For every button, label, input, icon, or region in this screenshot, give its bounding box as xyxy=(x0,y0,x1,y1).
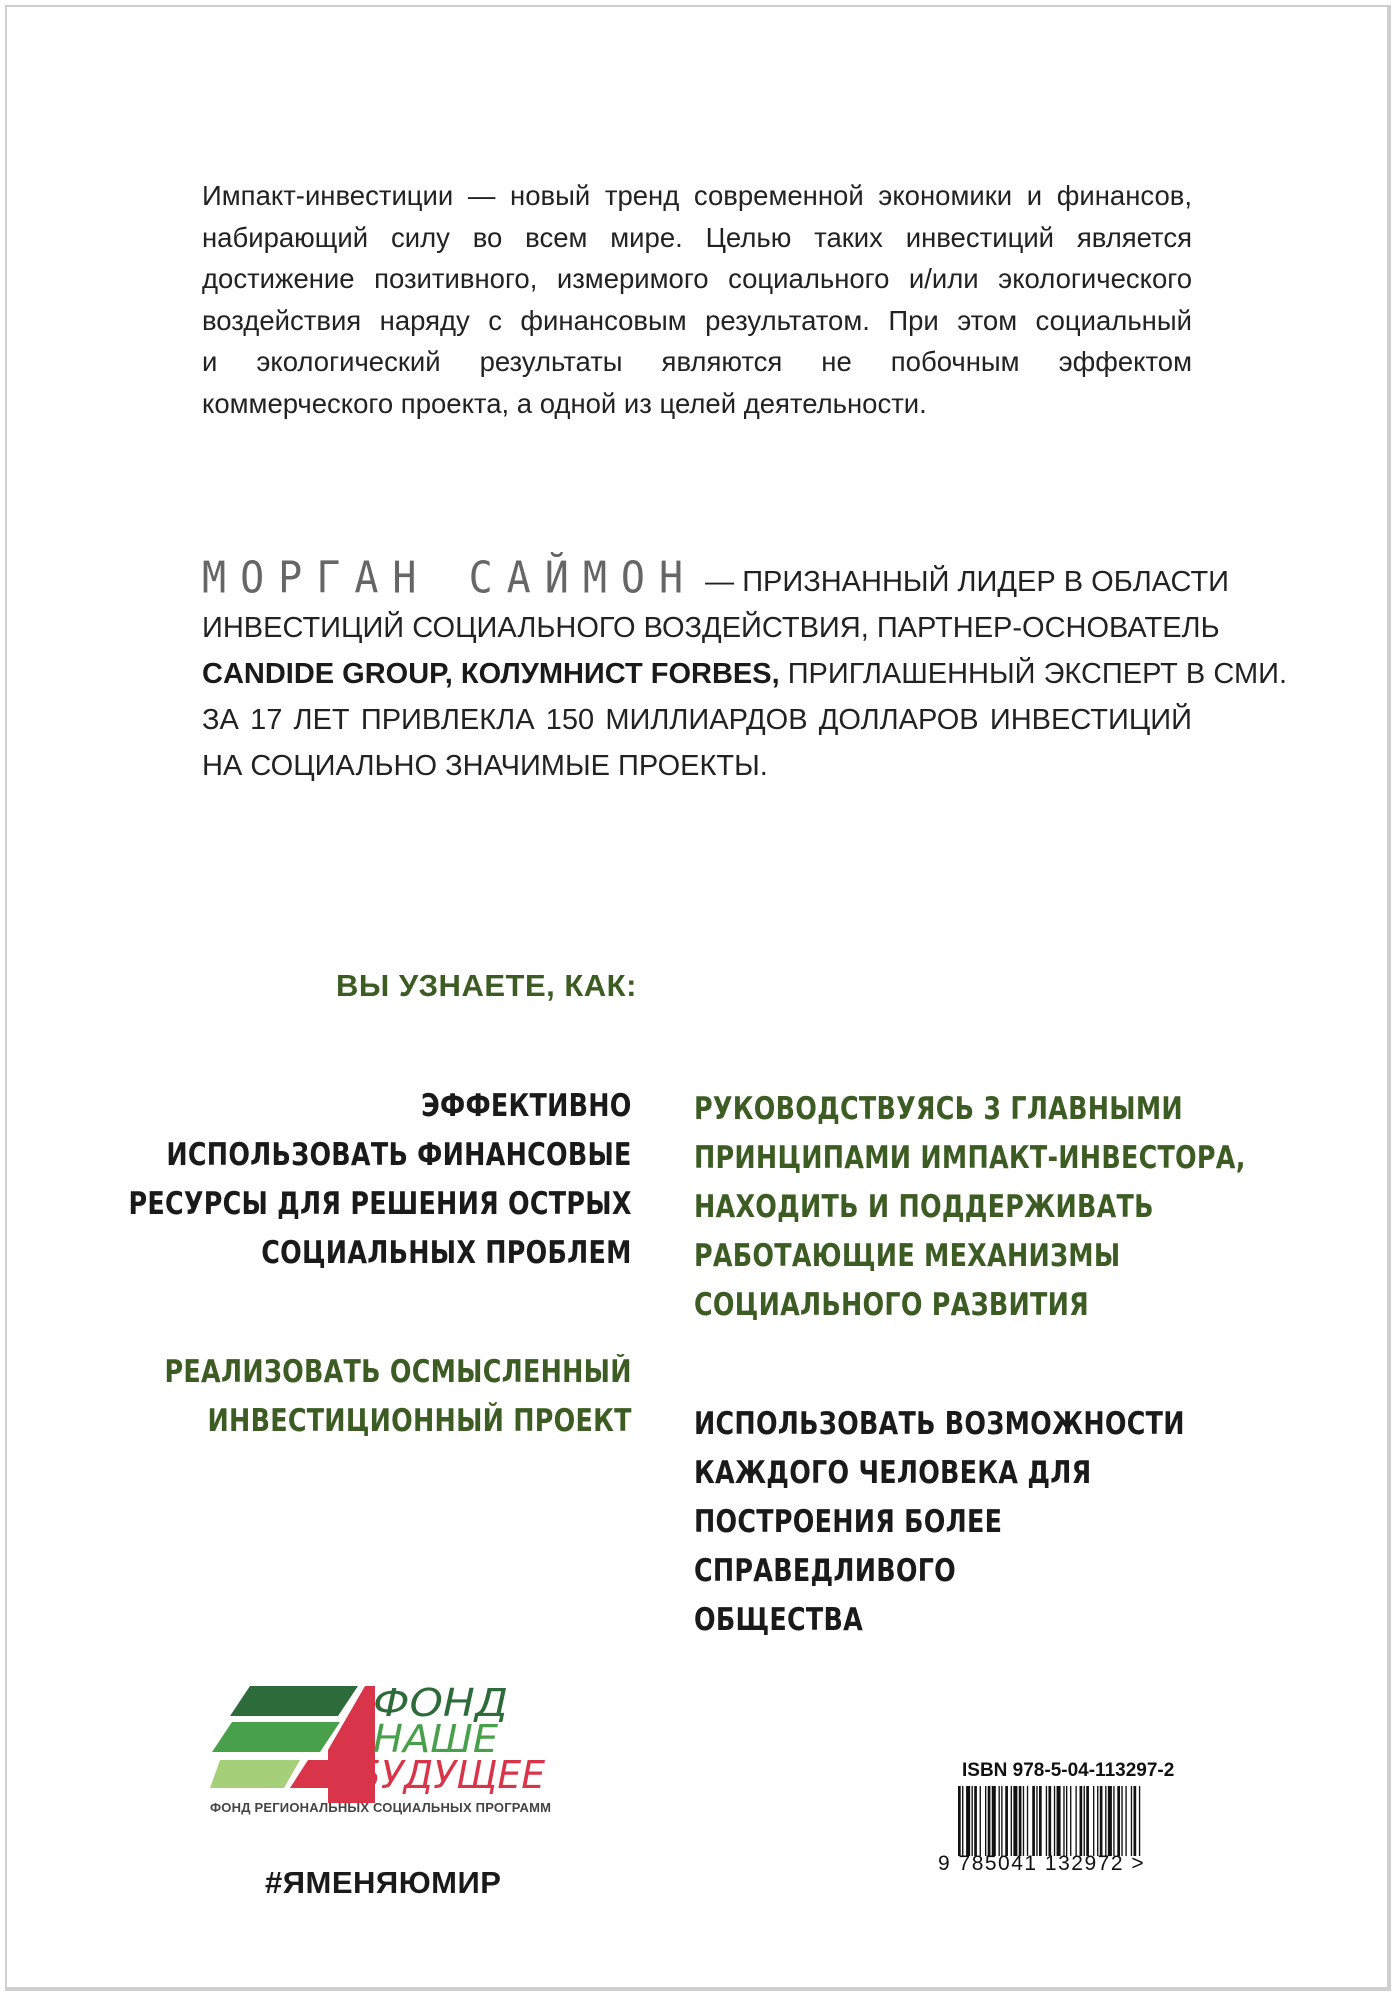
learn-point-line: ИСПОЛЬЗОВАТЬ ВОЗМОЖНОСТИ xyxy=(694,1406,1185,1442)
barcode-bar xyxy=(1019,1786,1022,1856)
barcode-bar xyxy=(988,1786,991,1856)
author-bio-line: ЗА 17 ЛЕТ ПРИВЛЕКЛА 150 МИЛЛИАРДОВ ДОЛЛАРОВ ИНВЕСТИЦИЙ xyxy=(202,704,1192,736)
barcode-bar xyxy=(966,1786,970,1856)
barcode-bar xyxy=(985,1786,986,1856)
barcode-bar xyxy=(962,1786,963,1856)
barcode-bar xyxy=(1027,1786,1028,1856)
learn-point-line: КАЖДОГО ЧЕЛОВЕКА ДЛЯ xyxy=(694,1455,1092,1491)
intro-line: Импакт-инвестиции — новый тренд современной экономики и финансов, xyxy=(202,180,1192,211)
barcode-bar xyxy=(1108,1786,1112,1856)
barcode-bar xyxy=(1013,1786,1017,1856)
barcode-bar xyxy=(992,1786,996,1856)
logo-stripe-light xyxy=(210,1760,300,1788)
barcode-bar xyxy=(1005,1786,1008,1856)
barcode-bar xyxy=(1080,1786,1083,1856)
barcode-bar xyxy=(972,1786,973,1856)
learn-point-line: РУКОВОДСТВУЯСЬ 3 ГЛАВНЫМИ xyxy=(694,1091,1183,1127)
barcode-bar xyxy=(1125,1786,1126,1856)
intro-line: достижение позитивного, измеримого социального и/или экологического xyxy=(202,263,1192,294)
barcode-bar xyxy=(1131,1786,1132,1856)
author-bio-text: ПРИГЛАШЕННЫЙ ЭКСПЕРТ В СМИ. xyxy=(779,658,1288,690)
logo-text-line1: ФОНД xyxy=(373,1681,508,1725)
barcode-bar xyxy=(1121,1786,1122,1856)
logo-text-line3: БУДУЩЕЕ xyxy=(355,1753,545,1797)
learn-point-finance xyxy=(129,1082,632,1278)
barcode-bar xyxy=(974,1786,977,1856)
fund-subtitle: ФОНД РЕГИОНАЛЬНЫХ СОЦИАЛЬНЫХ ПРОГРАММ xyxy=(210,1800,552,1815)
barcode-bar xyxy=(1063,1786,1064,1856)
learn-point-line: ОБЩЕСТВА xyxy=(694,1602,864,1638)
barcode-bar xyxy=(1075,1786,1076,1856)
barcode-bar xyxy=(1036,1786,1037,1856)
author-bio-line xyxy=(202,651,1288,697)
logo-stripe-dark xyxy=(230,1686,358,1716)
author-bio-line: ИНВЕСТИЦИЙ СОЦИАЛЬНОГО ВОЗДЕЙСТВИЯ, ПАРТНЕР-ОСНОВАТЕЛЬ xyxy=(202,612,1220,644)
barcode-bar xyxy=(1070,1786,1071,1856)
barcode-bar xyxy=(1100,1786,1103,1856)
learn-point-line: ЭФФЕКТИВНО xyxy=(421,1088,632,1124)
intro-line: коммерческого проекта, а одной из целей деятельности. xyxy=(202,387,927,419)
barcode-bar xyxy=(1066,1786,1067,1856)
barcode-bar xyxy=(958,1786,961,1856)
barcode-bar xyxy=(1113,1786,1114,1856)
barcode-bar xyxy=(1032,1786,1035,1856)
learn-point-line: СОЦИАЛЬНЫХ ПРОБЛЕМ xyxy=(261,1235,632,1271)
learn-point-line: НАХОДИТЬ И ПОДДЕРЖИВАТЬ xyxy=(694,1189,1154,1225)
barcode-bar xyxy=(1097,1786,1098,1856)
logo-text-line2: НАШЕ xyxy=(373,1717,498,1761)
barcode-bar xyxy=(999,1786,1000,1856)
learn-point-line: ПРИНЦИПАМИ ИМПАКТ-ИНВЕСТОРА, xyxy=(694,1140,1246,1176)
author-bio xyxy=(202,552,1288,789)
barcode xyxy=(958,1786,1202,1856)
barcode-bar xyxy=(1011,1786,1012,1856)
barcode-bar xyxy=(1093,1786,1094,1856)
author-bio-line xyxy=(202,552,1230,605)
intro-line: и экологический результаты являются не побочным эффектом xyxy=(202,346,1192,377)
learn-point-line: СОЦИАЛЬНОГО РАЗВИТИЯ xyxy=(694,1287,1089,1323)
barcode-bar xyxy=(1023,1786,1024,1856)
barcode-bar xyxy=(980,1786,981,1856)
intro-paragraph xyxy=(202,175,1192,424)
isbn-label: ISBN 978-5-04-113297-2 xyxy=(962,1760,1175,1781)
learn-point-line: РЕАЛИЗОВАТЬ ОСМЫСЛЕННЫЙ xyxy=(164,1354,632,1390)
author-affiliation: CANDIDE GROUP, КОЛУМНИСТ FORBES, xyxy=(202,658,780,690)
barcode-bar xyxy=(1084,1786,1085,1856)
learn-point-line: ИСПОЛЬЗОВАТЬ ФИНАНСОВЫЕ xyxy=(166,1137,633,1173)
barcode-bar xyxy=(1048,1786,1051,1856)
hashtag: #ЯМЕНЯЮМИР xyxy=(265,1865,502,1900)
learn-point-line: ИНВЕСТИЦИОННЫЙ ПРОЕКТ xyxy=(207,1403,632,1439)
barcode-bar xyxy=(1001,1786,1002,1856)
logo-stripe-mid xyxy=(212,1722,340,1752)
learn-heading: ВЫ УЗНАЕТЕ, КАК: xyxy=(336,968,637,1003)
barcode-bar xyxy=(1105,1786,1106,1856)
learn-point-line: РЕСУРСЫ ДЛЯ РЕШЕНИЯ ОСТРЫХ xyxy=(128,1186,632,1222)
learn-point-line: РАБОТАЮЩИЕ МЕХАНИЗМЫ xyxy=(694,1238,1121,1274)
learn-point-line: СПРАВЕДЛИВОГО xyxy=(694,1553,957,1589)
learn-point-society xyxy=(694,1400,1185,1645)
barcode-bar xyxy=(1039,1786,1042,1856)
intro-line: воздействия наряду с финансовым результатом. При этом социальный xyxy=(202,304,1192,336)
author-bio-line: НА СОЦИАЛЬНО ЗНАЧИМЫЕ ПРОЕКТЫ. xyxy=(202,750,768,782)
barcode-bar xyxy=(1057,1786,1061,1856)
learn-point-project xyxy=(165,1348,632,1446)
intro-line: набирающий силу во всем мире. Целью таких инвестиций является xyxy=(202,221,1192,253)
barcode-digits: 9 785041 132972 > xyxy=(938,1852,1146,1875)
barcode-bar xyxy=(1046,1786,1047,1856)
barcode-bar xyxy=(1139,1786,1140,1856)
author-bio-text: — ПРИЗНАННЫЙ ЛИДЕР В ОБЛАСТИ xyxy=(697,566,1230,598)
learn-point-principles xyxy=(694,1085,1246,1330)
barcode-bar xyxy=(1117,1786,1120,1856)
learn-point-line: ПОСТРОЕНИЯ БОЛЕЕ xyxy=(694,1504,1003,1540)
barcode-bar xyxy=(1134,1786,1137,1856)
barcode-bar xyxy=(1054,1786,1055,1856)
barcode-bar xyxy=(1086,1786,1089,1856)
author-name: МОРГАН САЙМОН xyxy=(202,552,698,604)
